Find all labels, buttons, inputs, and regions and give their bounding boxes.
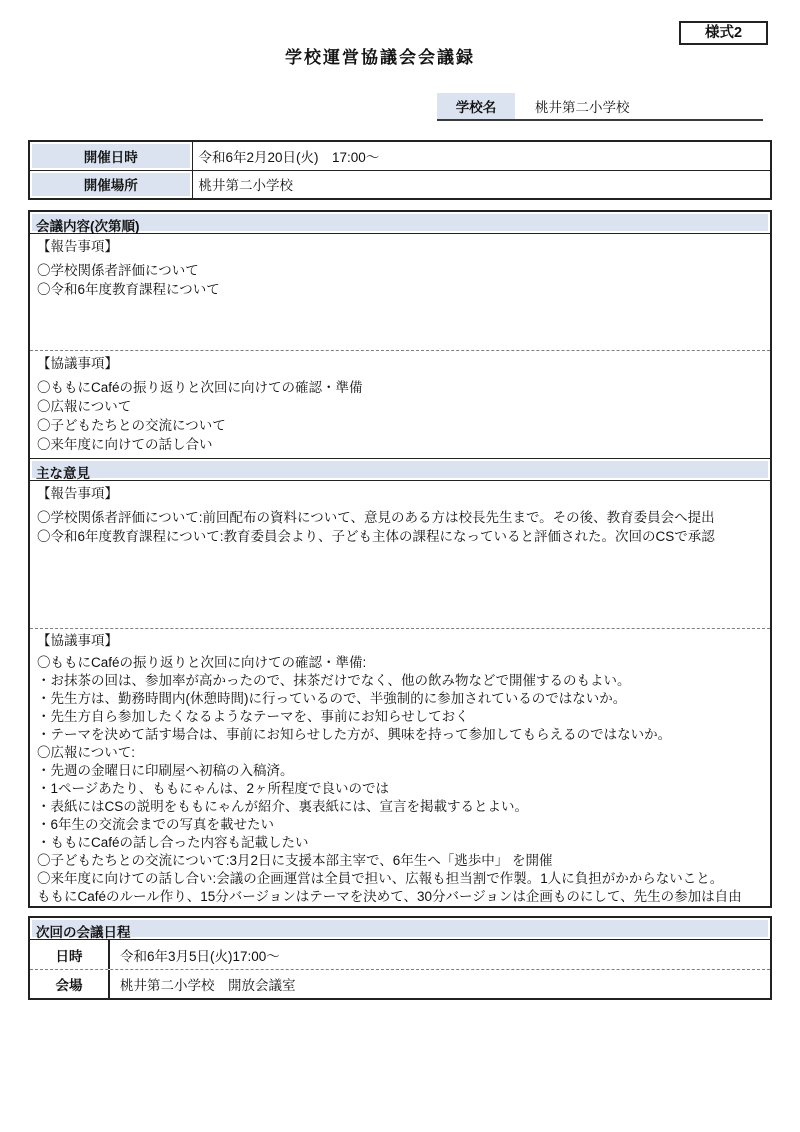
next-datetime-value: 令和6年3月5日(火)17:00～: [120, 948, 280, 964]
minutes-body-box: [28, 210, 772, 908]
agenda-discussion-block: [30, 350, 770, 458]
table-row: [30, 969, 770, 998]
list-item: 〇広報について: [37, 399, 132, 414]
school-name-field: [437, 93, 763, 121]
list-item: ・先生方は、勤務時間内(休憩時間)に行っているので、半強制的に参加されているのではないか。: [37, 691, 627, 706]
table-row: [30, 940, 770, 969]
meeting-datetime-value: 令和6年2月20日(火) 17:00～: [192, 141, 771, 170]
meeting-info-table: [28, 140, 772, 200]
meeting-datetime-label: 開催日時: [29, 141, 192, 170]
next-venue-value: 桃井第二小学校 開放会議室: [120, 978, 296, 993]
list-item: ・先週の金曜日に印刷屋へ初稿の入稿済。: [37, 763, 294, 778]
list-item: 〇子どもたちとの交流について:3月2日に支援本部主宰で、6年生へ「逃歩中」 を開催: [37, 853, 553, 868]
list-item: 〇令和6年度教育課程について:教育委員会より、子ども主体の課程になっていると評価された。次回のCSで承認: [37, 529, 715, 544]
discussion-heading: 【協議事項】: [37, 633, 118, 648]
opinions-discussion-block: [30, 628, 770, 906]
next-venue-label: 会場: [30, 970, 110, 998]
meeting-place-label: 開催場所: [29, 170, 192, 199]
list-item: 〇広報について:: [37, 745, 135, 760]
list-item: ・1ページあたり、ももにゃんは、2ヶ所程度で良いのでは: [37, 781, 389, 796]
school-name-value: 桃井第二小学校: [535, 100, 630, 115]
list-item: 〇学校関係者評価について:前回配布の資料について、意見のある方は校長先生まで。その後、教育委員会へ提出: [37, 510, 715, 525]
next-meeting-table: [28, 916, 772, 1000]
list-item: 〇子どもたちとの交流について: [37, 418, 226, 433]
opinions-report-block: [30, 481, 770, 628]
list-item: 〇ももにCaféの振り返りと次回に向けての確認・準備: [37, 380, 363, 395]
list-item: ・テーマを決めて話す場合は、事前にお知らせした方が、興味を持って参加してもらえるのではないか。: [37, 727, 672, 742]
list-item: ももにCaféのルール作り、15分バージョンはテーマを決めて、30分バージョンは企画ものにして、先生の参加は自由: [37, 889, 742, 904]
list-item: 〇来年度に向けての話し合い: [37, 437, 213, 452]
list-item: 〇来年度に向けての話し合い:会議の企画運営は全員で担い、広報も担当割で作製。1人に負担がかからないこと。: [37, 871, 724, 886]
list-item: 〇学校関係者評価について: [37, 263, 199, 278]
list-item: ・先生方自ら参加したくなるようなテーマを、事前にお知らせしておく: [37, 709, 469, 724]
school-name-label: 学校名: [437, 93, 515, 119]
list-item: ・表紙にはCSの説明をももにゃんが紹介、裏表紙には、宣言を掲載するとよい。: [37, 799, 528, 814]
list-item: ・お抹茶の回は、参加率が高かったので、抹茶だけでなく、他の飲み物などで開催するのもよい。: [37, 673, 631, 688]
next-datetime-label: 日時: [30, 940, 110, 969]
list-item: ・ももにCaféの話し合った内容も記載したい: [37, 835, 309, 850]
table-row: [29, 170, 771, 199]
form-code-box: 様式2: [679, 21, 768, 45]
list-item: ・6年生の交流会までの写真を載せたい: [37, 817, 275, 832]
meeting-place-value: 桃井第二小学校: [192, 170, 771, 199]
report-heading: 【報告事項】: [37, 486, 118, 501]
agenda-report-block: [30, 234, 770, 350]
discussion-heading: 【協議事項】: [37, 356, 118, 371]
report-heading: 【報告事項】: [37, 239, 118, 254]
section-header-agenda: 会議内容(次第順): [30, 212, 770, 234]
list-item: 〇令和6年度教育課程について: [37, 282, 220, 297]
section-header-next-meeting: 次回の会議日程: [30, 918, 770, 940]
table-row: [29, 141, 771, 170]
list-item: 〇ももにCaféの振り返りと次回に向けての確認・準備:: [37, 655, 367, 670]
page-title: 学校運営協議会会議録: [285, 48, 475, 67]
section-header-opinions: 主な意見: [30, 458, 770, 481]
